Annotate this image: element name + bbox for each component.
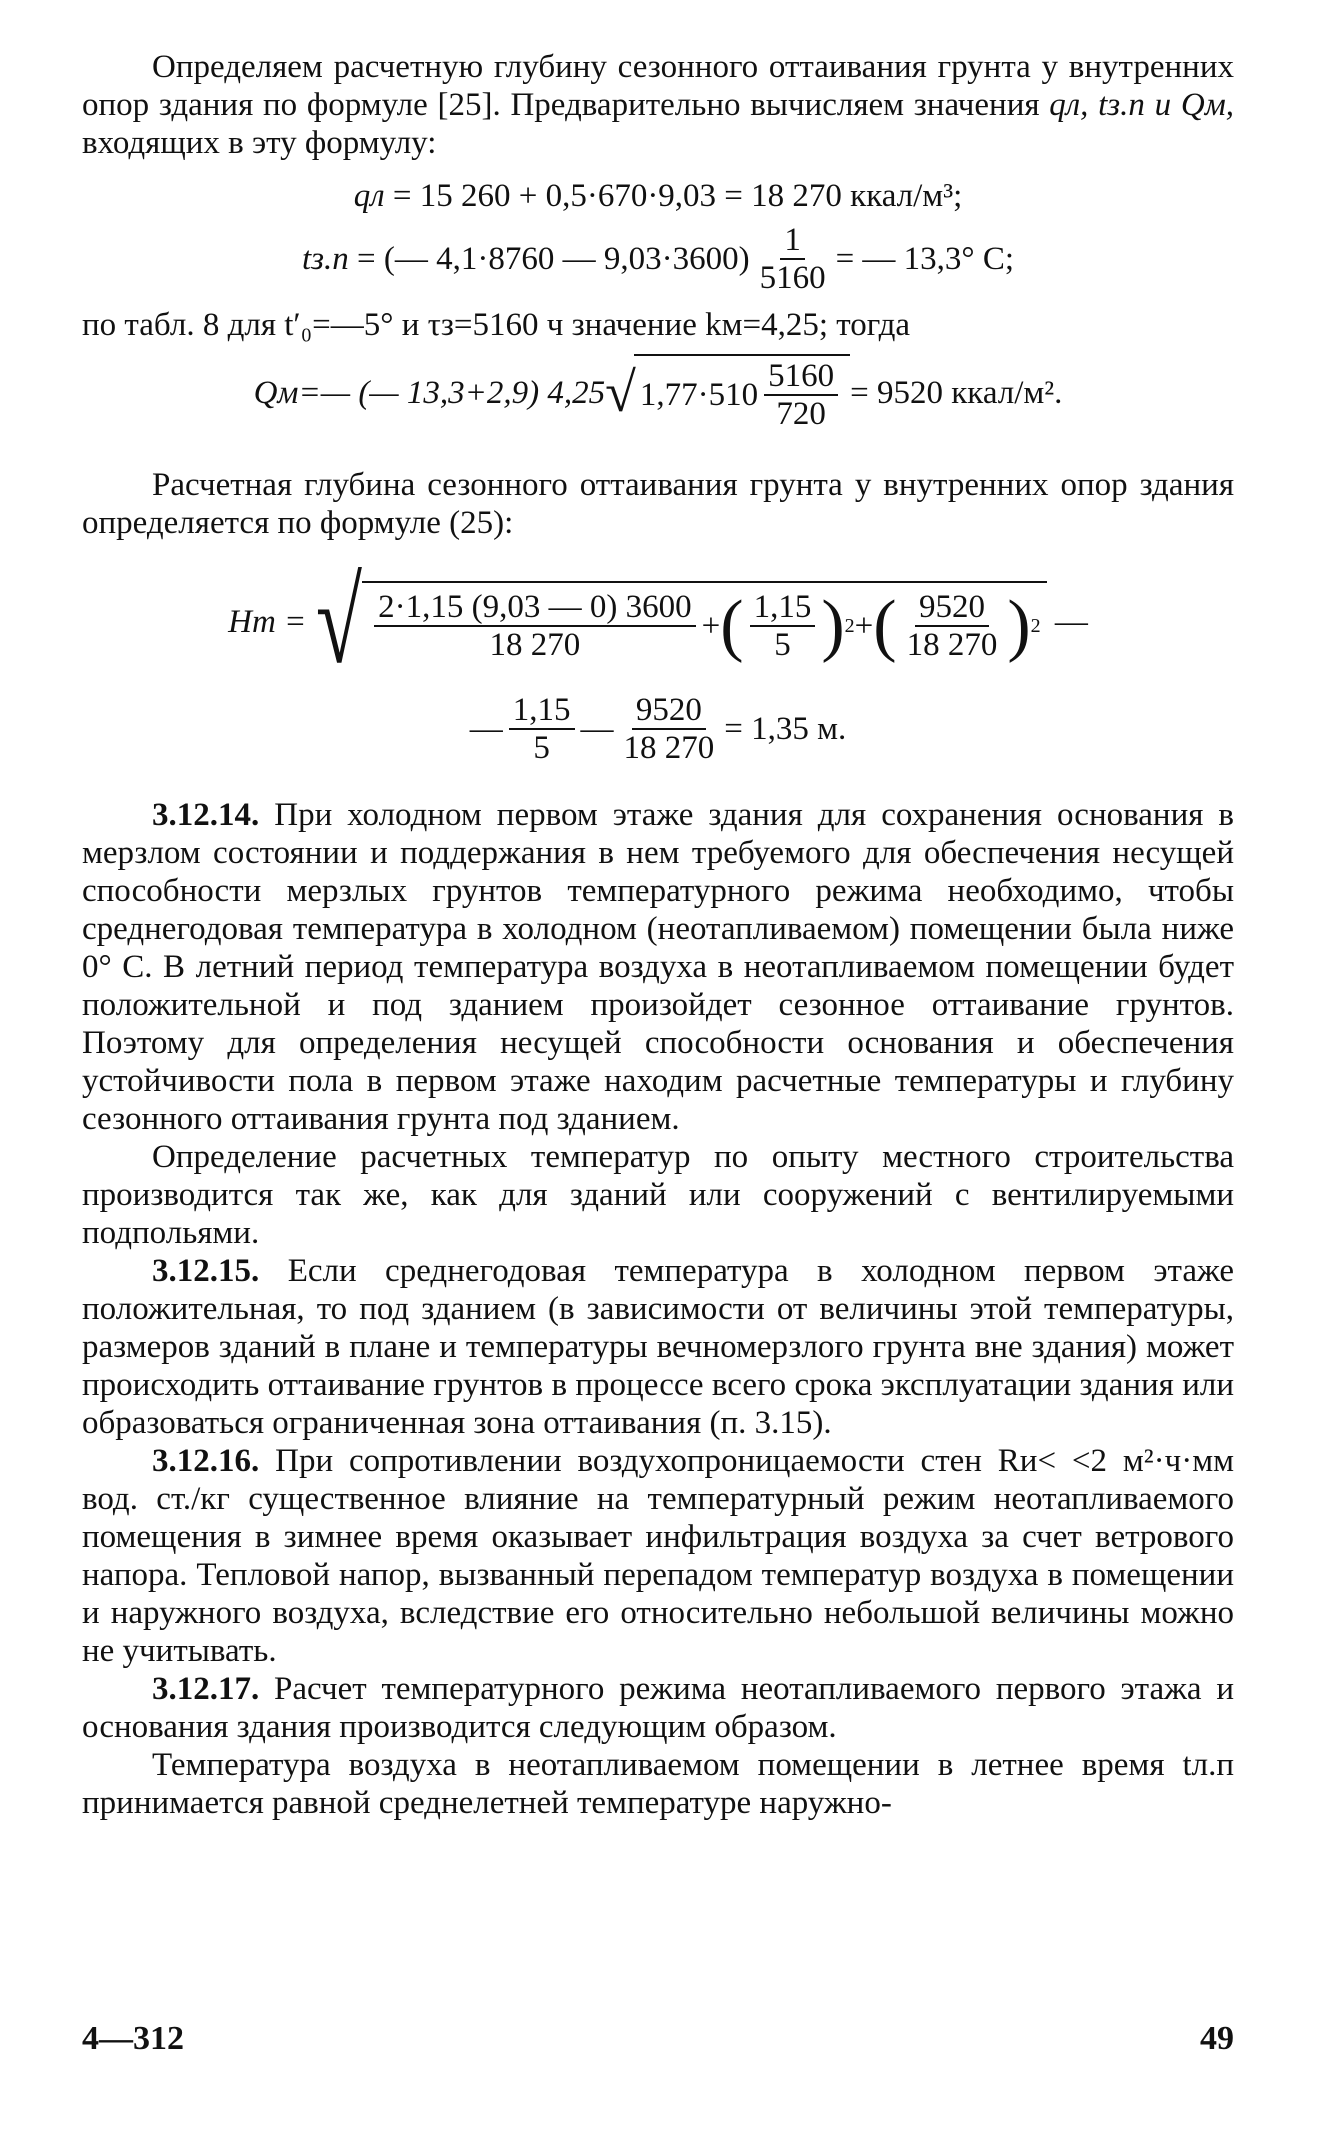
paragraph-3-12-15: 3.12.15. Если среднегодовая температура в холодном первом этаже положительная, то под зданием (в зависимости от величины этой температуры, размеров зданий в плане и температуры вечномерзлого грунта вне здания) может происходить оттаивание грунтов в процессе всего срока эксплуатации здания или образоваться ограниченная зона оттаивания (п. 3.15). [82,1253,1235,1441]
paragraph-3-12-16: 3.12.16. При сопротивлении воздухопроницаемости стен Rи< <2 м²·ч·мм вод. ст./кг существенное влияние на температурный режим неотапливаемого помещения в зимнее время оказывает инфильтрация воздуха за счет ветрового напора. Тепловой напор, вызванный перепадом температур воздуха в помещении и наружного воздуха, вследствие его относительно небольшой величины можно не учитывать. [82,1443,1234,1669]
square-root: √ 1,77·510 $\frac{5160}{720}$ [605,354,850,432]
formula-h-t-continued: — $\frac{1,15}{5}$ — $\frac{9520}{18 270}$ = 1,35 м. [469,692,847,766]
line-table-ref: по табл. 8 для t′₀=—5° и τз=5160 ч значение kм=4,25; тогда [82,307,911,343]
fraction: $\frac{1}{5160}$ [759,222,826,296]
page-number: 49 [1200,2020,1234,2057]
paragraph-3-12-14: 3.12.14. При холодном первом этаже здания для сохранения основания в мерзлом состоянии и поддержания в нем требуемого для обеспечения несущей способности мерзлых грунтов температурного режима необходимо, чтобы среднегодовая температура в холодном (неотапливаемом) помещении была ниже 0° С. В летний период температура воздуха в неотапливаемом помещении будет положительной и под зданием произойдет сезонное оттаивание грунтов. Поэтому для определения несущей способности основания и обеспечения устойчивости пола в первом этаже находим расчетные температуры и глубину сезонного оттаивания грунта под зданием. [82,797,1235,1137]
signature-mark: 4—312 [82,2020,184,2057]
paragraph-3-12-17: 3.12.17. Расчет температурного режима неотапливаемого первого этажа и основания здания производится следующим образом. [82,1671,1235,1745]
paragraph-3-12-14-b: Определение расчетных температур по опыту местного строительства производится так же, как для зданий или сооружений с вентилируемыми подпольями. [82,1139,1234,1251]
square-root: √ [316,555,363,688]
formula-q-m: Qм=— (— 13,3+2,9) 4,25 √ 1,77·510 $\frac{5160}{720}$ = 9520 ккал/м². [82,354,1234,432]
formula-h-t: Hт = √ $\frac{2\cdot 1,15 (9,03 — 0) 3600}{18 270}$ + ( $\frac{1,15}{5}$ ) 2 + ( $\frac{9520}{18 270}$ ) 2 — [228,555,1088,688]
page-footer [82,2020,1234,2058]
formula-t-zp: tз.п = (— 4,1·8760 — 9,03·3600) $\frac{1}{5160}$ = — 13,3° С; [301,222,1015,296]
formula-q-l: qл = 15 260 + 0,5·670·9,03 = 18 270 ккал/м³; [353,178,963,214]
paragraph-temperature: Температура воздуха в неотапливаемом помещении в летнее время tл.п принимается равной среднелетней температуре наружно- [82,1747,1234,1821]
paragraph-depth: Расчетная глубина сезонного оттаивания грунта у внутренних опор здания определяется по формуле (25): [82,467,1234,541]
page-body [82,48,1234,1822]
paragraph-intro: Определяем расчетную глубину сезонного оттаивания грунта у внутренних опор здания по формуле [25]. Предварительно вычисляем значения qл, tз.п и Qм, входящих в эту формулу: [82,49,1234,161]
